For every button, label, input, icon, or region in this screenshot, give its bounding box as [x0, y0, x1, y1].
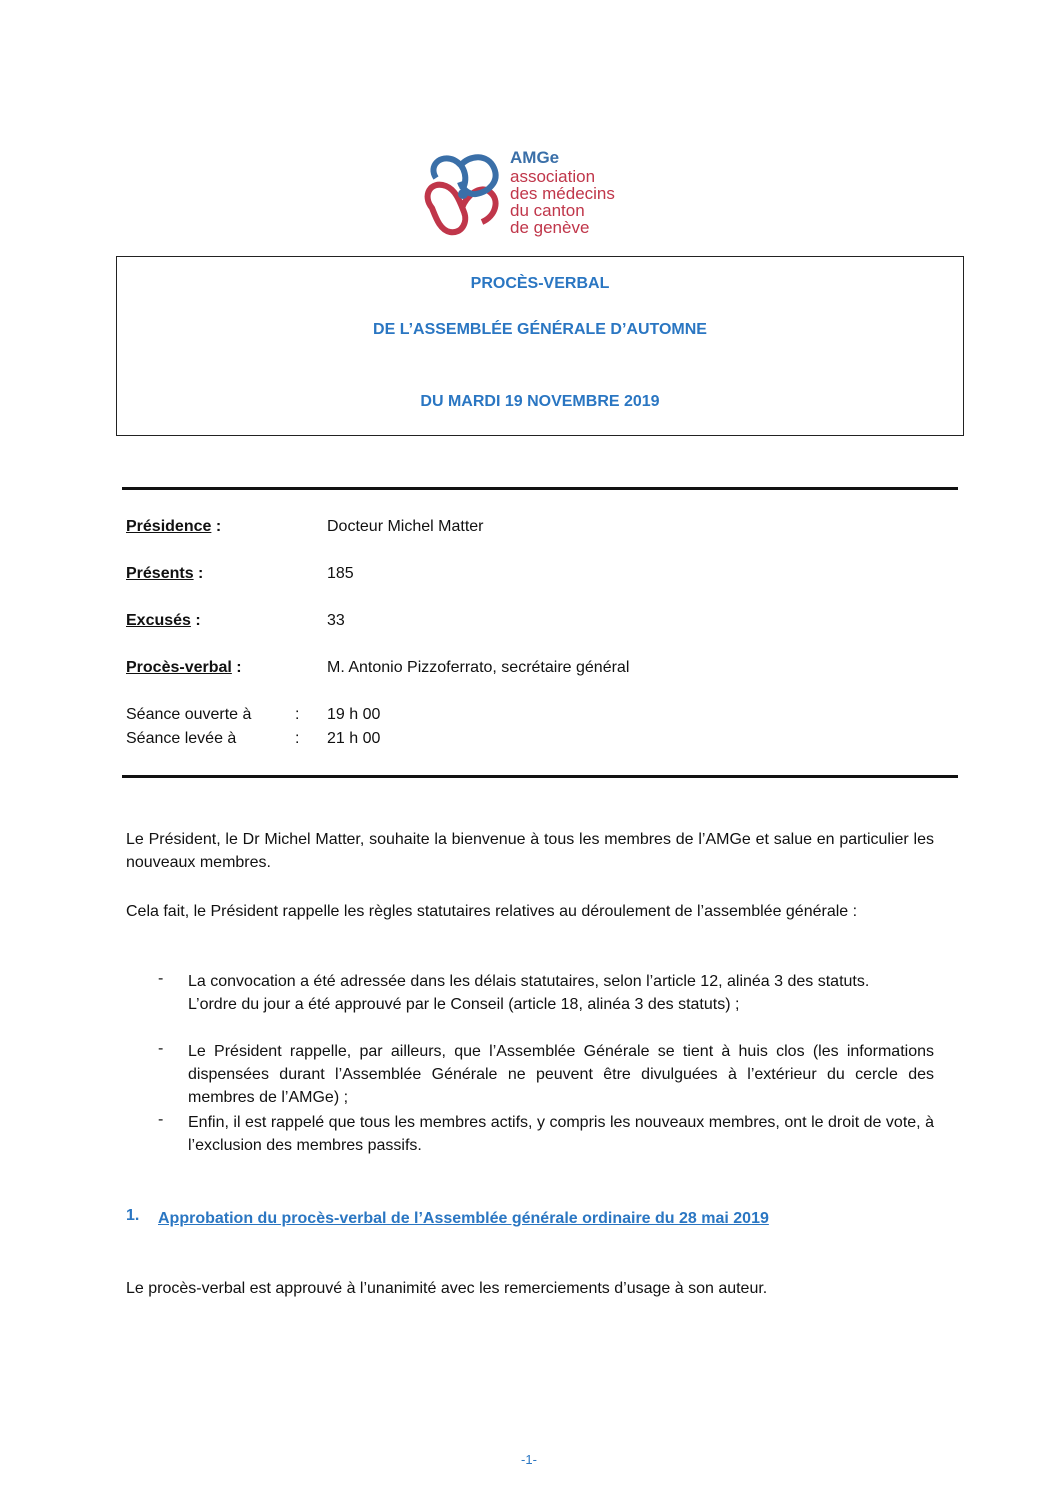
seance-ouverte-label: Séance ouverte à	[126, 706, 252, 723]
title-line-2: DE L’ASSEMBLÉE GÉNÉRALE D’AUTOMNE	[373, 321, 707, 338]
bullet-dash: -	[158, 1111, 164, 1128]
amge-logo	[422, 148, 642, 238]
logo-line-3: du canton	[510, 201, 585, 220]
title-box	[116, 256, 964, 436]
section-1-text: Le procès-verbal est approuvé à l’unanimité avec les remerciements d’usage à son auteur.	[126, 1280, 768, 1297]
colon: :	[295, 706, 300, 723]
logo-line-1: association	[510, 167, 596, 186]
logo-line-4: de genève	[510, 218, 590, 237]
paragraph-rules: Cela fait, le Président rappelle les règles statutaires relatives au déroulement de l’assemblée générale :	[126, 903, 858, 920]
pv-label: Procès-verbal :	[126, 659, 242, 676]
section-1-title: Approbation du procès-verbal de l’Assemblée générale ordinaire du 28 mai 2019	[158, 1210, 769, 1227]
logo-name: AMGe	[510, 148, 560, 167]
presents-value: 185	[327, 565, 354, 582]
excuses-label: Excusés :	[126, 612, 201, 629]
bullet-dash: -	[158, 970, 164, 987]
presents-label: Présents :	[126, 565, 204, 582]
logo-line-2: des médecins	[510, 184, 615, 203]
paragraph-welcome: Le Président, le Dr Michel Matter, souhaite la bienvenue à tous les membres de l’AMGe et salue en particulier les nouveaux membres.	[126, 831, 934, 871]
pv-value: M. Antonio Pizzoferrato, secrétaire général	[327, 659, 630, 676]
title-line-3: DU MARDI 19 NOVEMBRE 2019	[420, 393, 660, 410]
excuses-value: 33	[327, 612, 345, 629]
presidence-label: Présidence :	[126, 518, 222, 535]
presidence-value: Docteur Michel Matter	[327, 518, 484, 535]
bullet-droit-vote: Enfin, il est rappelé que tous les membres actifs, y compris les nouveaux membres, ont le droit de vote, à l’exclusion des membres passifs.	[188, 1114, 934, 1154]
bullet-dash: -	[158, 1040, 164, 1057]
bullet-convocation: La convocation a été adressée dans les délais statutaires, selon l’article 12, alinéa 3 des statuts. L’ordre du jour a été approuvé par le Conseil (article 18, alinéa 3 des statuts) ;	[188, 973, 870, 1013]
title-line-1: PROCÈS-VERBAL	[470, 275, 610, 292]
seance-levee-value: 21 h 00	[327, 730, 381, 747]
bullet-huis-clos: Le Président rappelle, par ailleurs, que l’Assemblée Générale se tient à huis clos (les informations dispensées durant l’Assemblée Générale ne peuvent être divulguées à l’extérieur du cercle des membres de l’AMGe) ;	[188, 1043, 934, 1106]
page-number: -1-	[521, 1452, 537, 1467]
seance-ouverte-value: 19 h 00	[327, 706, 381, 723]
top-rule	[122, 487, 958, 490]
section-1-number: 1.	[126, 1207, 140, 1224]
bottom-rule	[122, 775, 958, 778]
seance-levee-label: Séance levée à	[126, 730, 237, 747]
colon: :	[295, 730, 300, 747]
heart-cross-logo-icon	[422, 148, 506, 236]
